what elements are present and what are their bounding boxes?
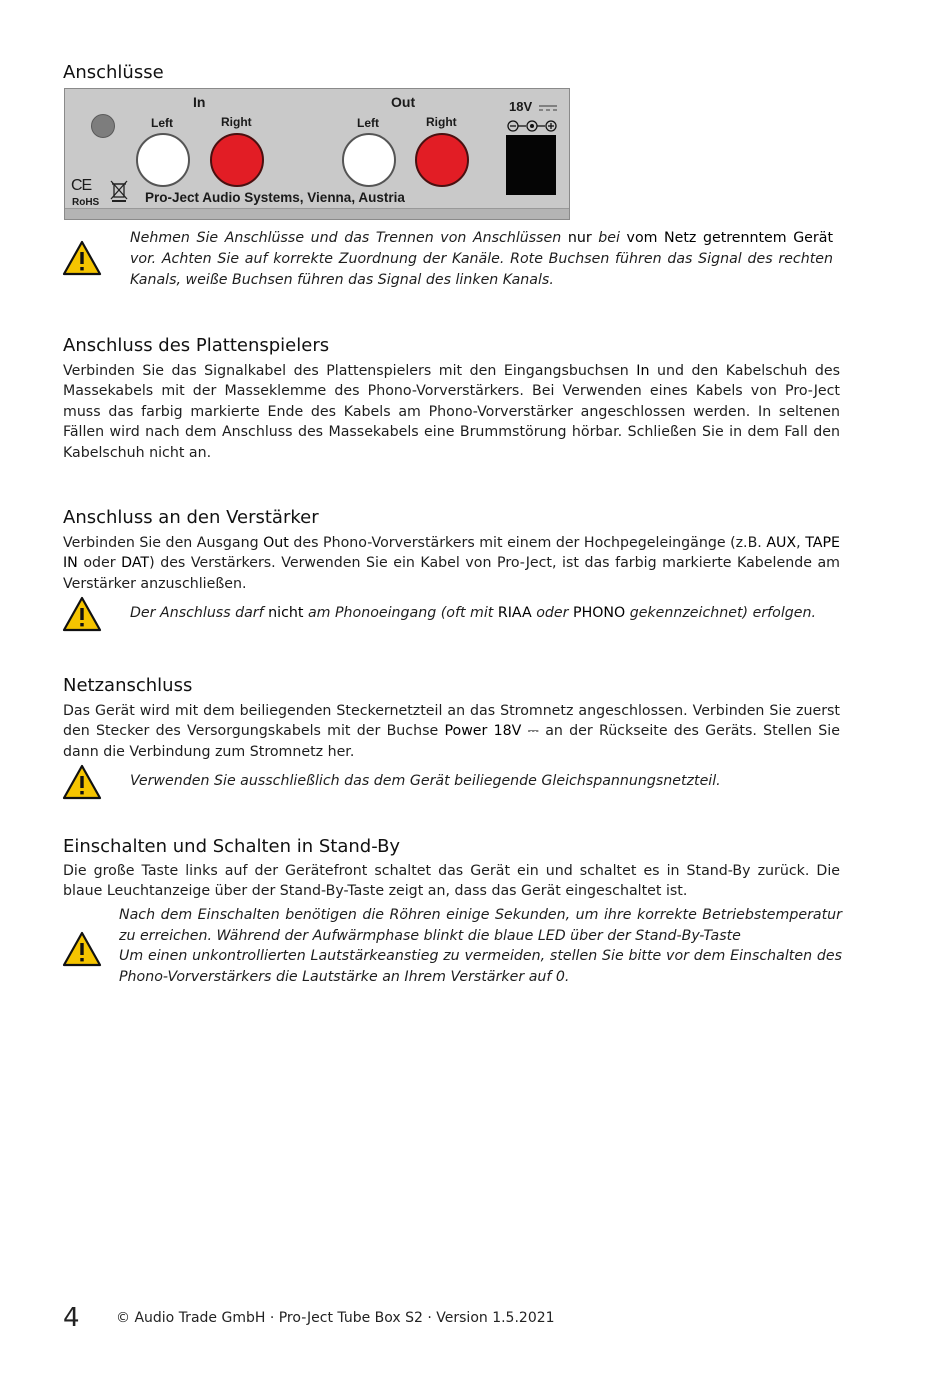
warning-text-power: Verwenden Sie ausschließlich das dem Gerät beiliegende Gleichspannungsnetzteil. xyxy=(130,773,721,789)
section-title-turntable: Anschluss des Plattenspielers xyxy=(63,335,330,356)
panel-out-right-label: Right xyxy=(426,115,457,129)
rear-panel-illustration xyxy=(64,88,570,220)
in-left-jack xyxy=(136,133,190,187)
panel-brand-line: Pro-Ject Audio Systems, Vienna, Austria xyxy=(145,190,405,205)
panel-in-label: In xyxy=(193,94,206,110)
polarity-symbol-icon xyxy=(507,119,557,133)
section-title-amplifier: Anschluss an den Verstärker xyxy=(63,507,319,528)
dc-power-socket xyxy=(506,135,556,195)
footer-text: © Audio Trade GmbH · Pro-Ject Tube Box S2 · Version 1.5.2021 xyxy=(116,1310,555,1326)
panel-bottom-edge xyxy=(65,208,569,219)
warning-text-connections: Nehmen Sie Anschlüsse und das Trennen von Anschlüssen nur bei vom Netz getrenntem Gerät vor. Achten Sie auf korrekte Zuordnung der Kanäle. Rote Buchsen führen das Signal des rechten Kanals, weiße Buchsen führen das Signal des linken Kanals. xyxy=(130,230,834,288)
panel-led xyxy=(91,114,115,138)
paragraph-amplifier: Verbinden Sie den Ausgang Out des Phono-Vorverstärkers mit einem der Hochpegeleingänge (z.B. AUX, TAPE IN oder DAT) des Verstärkers. Verwenden Sie ein Kabel von Pro-Ject, ist das farbig markierte Kabelende am Verstärker anzuschließen. xyxy=(63,535,840,592)
panel-out-label: Out xyxy=(391,94,416,110)
dc-voltage-symbol-icon xyxy=(538,104,558,112)
rohs-mark: RoHS xyxy=(72,197,100,208)
panel-voltage-label: 18V xyxy=(509,99,533,114)
panel-out-left-label: Left xyxy=(357,116,379,130)
warning-triangle-icon xyxy=(62,931,102,967)
warning-text-amplifier: Der Anschluss darf nicht am Phonoeingang (oft mit RIAA oder PHONO gekennzeichnet) erfolgen. xyxy=(130,605,817,621)
paragraph-turntable: Verbinden Sie das Signalkabel des Plattenspielers mit den Eingangsbuchsen In und den Kabelschuh des Massekabels mit der Masseklemme des Phono-Vorverstärkers. Bei Verwenden eines Kabels von Pro-Ject muss das farbig markierte Ende des Kabels am Phono-Vorverstärker angeschlossen werden. In seltenen Fällen wird nach dem Anschluss des Massekabels eine Brummstörung hörbar. Schließen Sie in dem Fall den Kabelschuh nicht an. xyxy=(63,363,840,461)
warning-triangle-icon xyxy=(62,240,102,276)
panel-in-right-label: Right xyxy=(221,115,252,129)
warning-text-standby-2: Um einen unkontrollierten Lautstärkeanstieg zu vermeiden, stellen Sie bitte vor dem Einschalten des Phono-Vorverstärkers die Lautstärke an Ihrem Verstärker auf 0. xyxy=(119,948,842,985)
paragraph-standby: Die große Taste links auf der Gerätefront schaltet das Gerät ein und schaltet es in Stand-By zurück. Die blaue Leuchtanzeige über der Stand-By-Taste zeigt an, dass das Gerät eingeschaltet ist. xyxy=(63,863,840,900)
warning-triangle-icon xyxy=(62,764,102,800)
section-title-power: Netzanschluss xyxy=(63,675,193,696)
panel-in-left-label: Left xyxy=(151,116,173,130)
weee-bin-icon xyxy=(109,179,129,203)
warning-text-standby-1: Nach dem Einschalten benötigen die Röhren einige Sekunden, um ihre korrekte Betriebstemperatur zu erreichen. Während der Aufwärmphase blinkt die blaue LED über der Stand-By-Taste xyxy=(119,907,842,944)
out-left-jack xyxy=(342,133,396,187)
ce-mark: CE xyxy=(71,177,92,194)
paragraph-power: Das Gerät wird mit dem beiliegenden Steckernetzteil an das Stromnetz angeschlossen. Verbinden Sie zuerst den Stecker des Versorgungskabels mit der Buchse Power 18V ⎓ an der Rückseite des Geräts. Stellen Sie dann die Verbindung zum Stromnetz her. xyxy=(63,703,840,760)
in-right-jack xyxy=(210,133,264,187)
warning-triangle-icon xyxy=(62,596,102,632)
section-title-connections: Anschlüsse xyxy=(63,62,164,83)
page-number: 4 xyxy=(63,1303,80,1333)
section-title-standby: Einschalten und Schalten in Stand-By xyxy=(63,836,401,857)
out-right-jack xyxy=(415,133,469,187)
